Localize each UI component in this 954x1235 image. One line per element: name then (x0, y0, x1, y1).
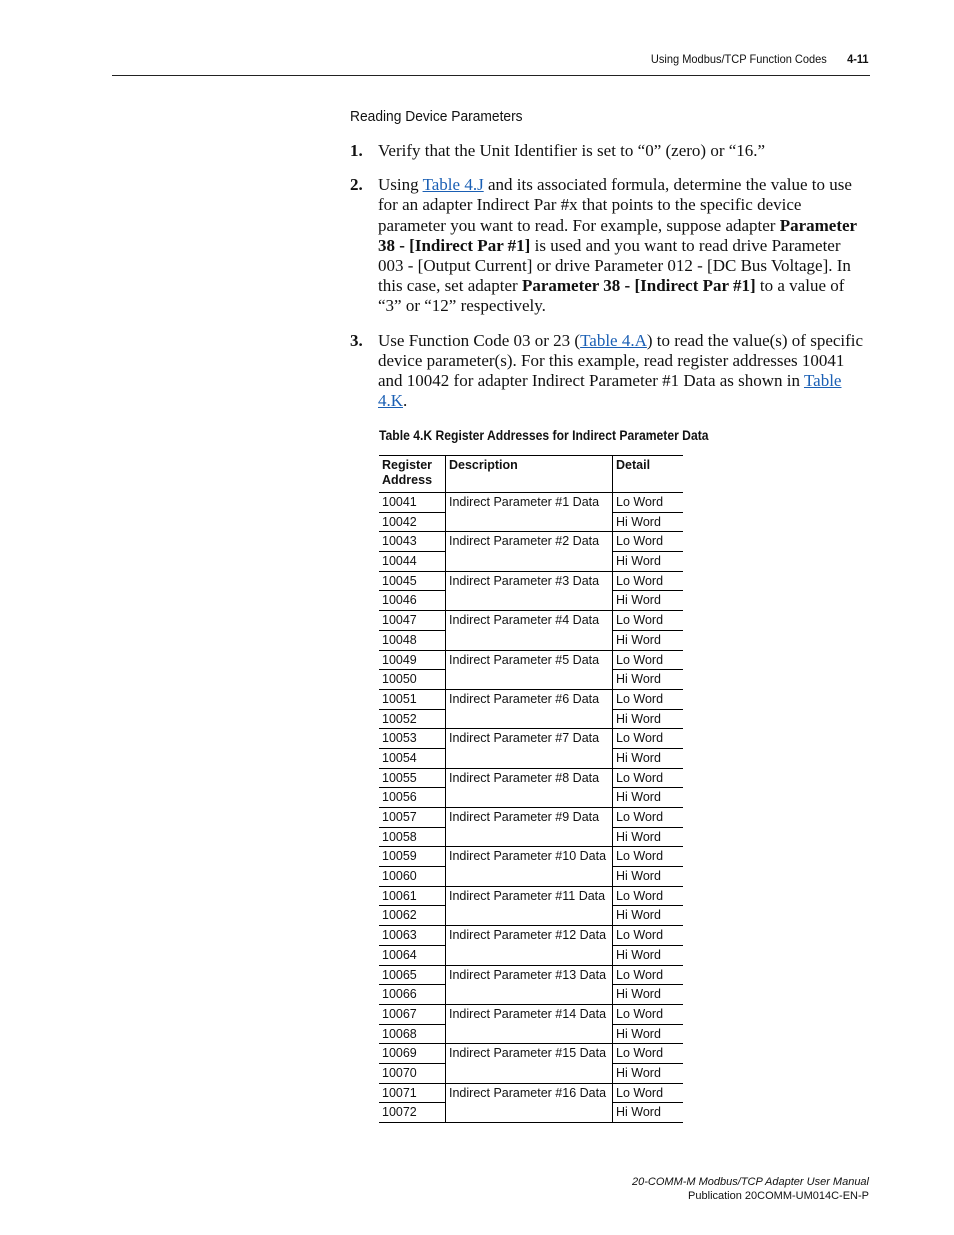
column-header-detail: Detail (613, 456, 684, 493)
detail-cell: Lo Word (613, 611, 684, 631)
detail-cell: Lo Word (613, 571, 684, 591)
register-address-cell: 10061 (379, 886, 446, 906)
register-address-table (379, 455, 683, 1123)
detail-cell: Lo Word (613, 1004, 684, 1024)
text-run: Using (378, 175, 423, 195)
detail-cell: Lo Word (613, 926, 684, 946)
step-2 (350, 175, 870, 316)
detail-cell: Lo Word (613, 689, 684, 709)
table-caption: Table 4.K Register Addresses for Indirect Parameter Data (379, 428, 709, 443)
detail-cell: Hi Word (613, 906, 684, 926)
text-run: is used and you want to read drive Parameter 003 - [Output Current] or drive Parameter 012 - [DC Bus Voltage]. In this case, set adapter (378, 235, 851, 296)
table-row (379, 571, 683, 591)
detail-cell: Hi Word (613, 709, 684, 729)
register-address-cell: 10070 (379, 1063, 446, 1083)
text-run: to a value of “3” or “12” respectively. (378, 276, 845, 316)
description-cell: Indirect Parameter #4 Data (446, 611, 613, 650)
detail-cell: Hi Word (613, 630, 684, 650)
table-row (379, 965, 683, 985)
register-address-cell: 10051 (379, 689, 446, 709)
detail-cell: Lo Word (613, 886, 684, 906)
table-body (379, 493, 683, 1123)
text-run: . (403, 391, 408, 411)
detail-cell: Hi Word (613, 591, 684, 611)
detail-cell: Hi Word (613, 945, 684, 965)
table-4k-link[interactable]: Table 4.K (378, 371, 842, 411)
header-section-title: Using Modbus/TCP Function Codes (651, 52, 828, 66)
text-run: ) to read the value(s) of specific device parameter(s). For this example, read register addresses 10041 and 10042 for adapter Indirect Parameter #1 Data as shown in (378, 330, 864, 391)
description-cell: Indirect Parameter #5 Data (446, 650, 613, 689)
description-cell: Indirect Parameter #3 Data (446, 571, 613, 610)
table-row (379, 650, 683, 670)
detail-cell: Hi Word (613, 1024, 684, 1044)
register-address-cell: 10059 (379, 847, 446, 867)
detail-cell: Hi Word (613, 748, 684, 768)
detail-cell: Lo Word (613, 532, 684, 552)
register-address-cell: 10064 (379, 945, 446, 965)
register-address-cell: 10041 (379, 493, 446, 513)
detail-cell: Hi Word (613, 827, 684, 847)
table-header-row (379, 456, 683, 493)
detail-cell: Lo Word (613, 729, 684, 749)
detail-cell: Hi Word (613, 867, 684, 887)
table-row (379, 1083, 683, 1103)
register-address-cell: 10050 (379, 670, 446, 690)
table-row (379, 886, 683, 906)
parameter-name: Parameter 38 - [Indirect Par #1] (521, 276, 756, 296)
table-row (379, 1044, 683, 1064)
manual-title: 20-COMM-M Modbus/TCP Adapter User Manual (632, 1176, 869, 1188)
description-cell: Indirect Parameter #9 Data (446, 808, 613, 847)
register-address-cell: 10058 (379, 827, 446, 847)
description-cell: Indirect Parameter #12 Data (446, 926, 613, 965)
register-address-cell: 10066 (379, 985, 446, 1005)
detail-cell: Lo Word (613, 847, 684, 867)
table-row (379, 689, 683, 709)
detail-cell: Hi Word (613, 1063, 684, 1083)
table-row (379, 532, 683, 552)
page-header (651, 52, 869, 66)
description-cell: Indirect Parameter #14 Data (446, 1004, 613, 1043)
register-address-cell: 10057 (379, 808, 446, 828)
register-address-cell: 10053 (379, 729, 446, 749)
register-address-cell: 10042 (379, 512, 446, 532)
procedure-steps (350, 141, 870, 425)
register-address-cell: 10062 (379, 906, 446, 926)
description-cell: Indirect Parameter #1 Data (446, 493, 613, 532)
description-cell: Indirect Parameter #15 Data (446, 1044, 613, 1083)
description-cell: Indirect Parameter #8 Data (446, 768, 613, 807)
step-3 (350, 331, 870, 412)
register-address-cell: 10054 (379, 748, 446, 768)
description-cell: Indirect Parameter #7 Data (446, 729, 613, 768)
detail-cell: Lo Word (613, 493, 684, 513)
register-address-cell: 10060 (379, 867, 446, 887)
detail-cell: Lo Word (613, 1044, 684, 1064)
register-address-cell: 10052 (379, 709, 446, 729)
step-number: 3. (350, 330, 363, 350)
detail-cell: Lo Word (613, 965, 684, 985)
description-cell: Indirect Parameter #2 Data (446, 532, 613, 571)
description-cell: Indirect Parameter #11 Data (446, 886, 613, 925)
text-run: and its associated formula, determine the value to use for an adapter Indirect Par #x that points to the specific device parameter you want to read. For example, suppose adapter (378, 175, 852, 235)
detail-cell: Hi Word (613, 552, 684, 572)
register-address-cell: 10047 (379, 611, 446, 631)
register-address-cell: 10056 (379, 788, 446, 808)
page-number: 4-11 (847, 52, 869, 66)
register-address-cell: 10043 (379, 532, 446, 552)
description-cell: Indirect Parameter #13 Data (446, 965, 613, 1004)
detail-cell: Hi Word (613, 788, 684, 808)
step-number: 1. (350, 141, 363, 160)
detail-cell: Hi Word (613, 985, 684, 1005)
register-address-cell: 10072 (379, 1103, 446, 1123)
register-address-cell: 10049 (379, 650, 446, 670)
column-header-register-address: Register Address (379, 456, 446, 493)
table-row (379, 808, 683, 828)
publication-number: Publication 20COMM-UM014C-EN-P (688, 1190, 869, 1202)
step-1 (350, 141, 870, 161)
step-text: Verify that the Unit Identifier is set to “0” (zero) or “16.” (378, 141, 766, 160)
table-4a-link[interactable]: Table 4.A (580, 330, 647, 350)
register-address-cell: 10069 (379, 1044, 446, 1064)
step-text (378, 331, 870, 412)
register-address-cell: 10071 (379, 1083, 446, 1103)
register-address-cell: 10046 (379, 591, 446, 611)
page-footer (632, 1175, 869, 1203)
description-cell: Indirect Parameter #10 Data (446, 847, 613, 886)
detail-cell: Lo Word (613, 808, 684, 828)
table-4j-link[interactable]: Table 4.J (422, 175, 484, 195)
table-row (379, 926, 683, 946)
detail-cell: Hi Word (613, 512, 684, 532)
step-number: 2. (350, 175, 363, 195)
table-row (379, 493, 683, 513)
step-text (378, 175, 870, 316)
register-address-cell: 10055 (379, 768, 446, 788)
text-run: Use Function Code 03 or 23 ( (378, 330, 581, 350)
detail-cell: Lo Word (613, 650, 684, 670)
register-address-cell: 10067 (379, 1004, 446, 1024)
parameter-name: Parameter 38 - [Indirect Par #1] (378, 215, 857, 255)
detail-cell: Lo Word (613, 768, 684, 788)
table-row (379, 847, 683, 867)
table-row (379, 611, 683, 631)
register-address-cell: 10065 (379, 965, 446, 985)
table-row (379, 729, 683, 749)
header-divider (112, 75, 870, 76)
table-row (379, 1004, 683, 1024)
detail-cell: Hi Word (613, 670, 684, 690)
register-address-cell: 10063 (379, 926, 446, 946)
column-header-description: Description (446, 456, 613, 493)
register-address-cell: 10044 (379, 552, 446, 572)
register-address-cell: 10068 (379, 1024, 446, 1044)
description-cell: Indirect Parameter #6 Data (446, 689, 613, 728)
section-heading: Reading Device Parameters (350, 108, 523, 125)
table-row (379, 768, 683, 788)
register-address-cell: 10048 (379, 630, 446, 650)
register-address-cell: 10045 (379, 571, 446, 591)
detail-cell: Lo Word (613, 1083, 684, 1103)
description-cell: Indirect Parameter #16 Data (446, 1083, 613, 1122)
detail-cell: Hi Word (613, 1103, 684, 1123)
